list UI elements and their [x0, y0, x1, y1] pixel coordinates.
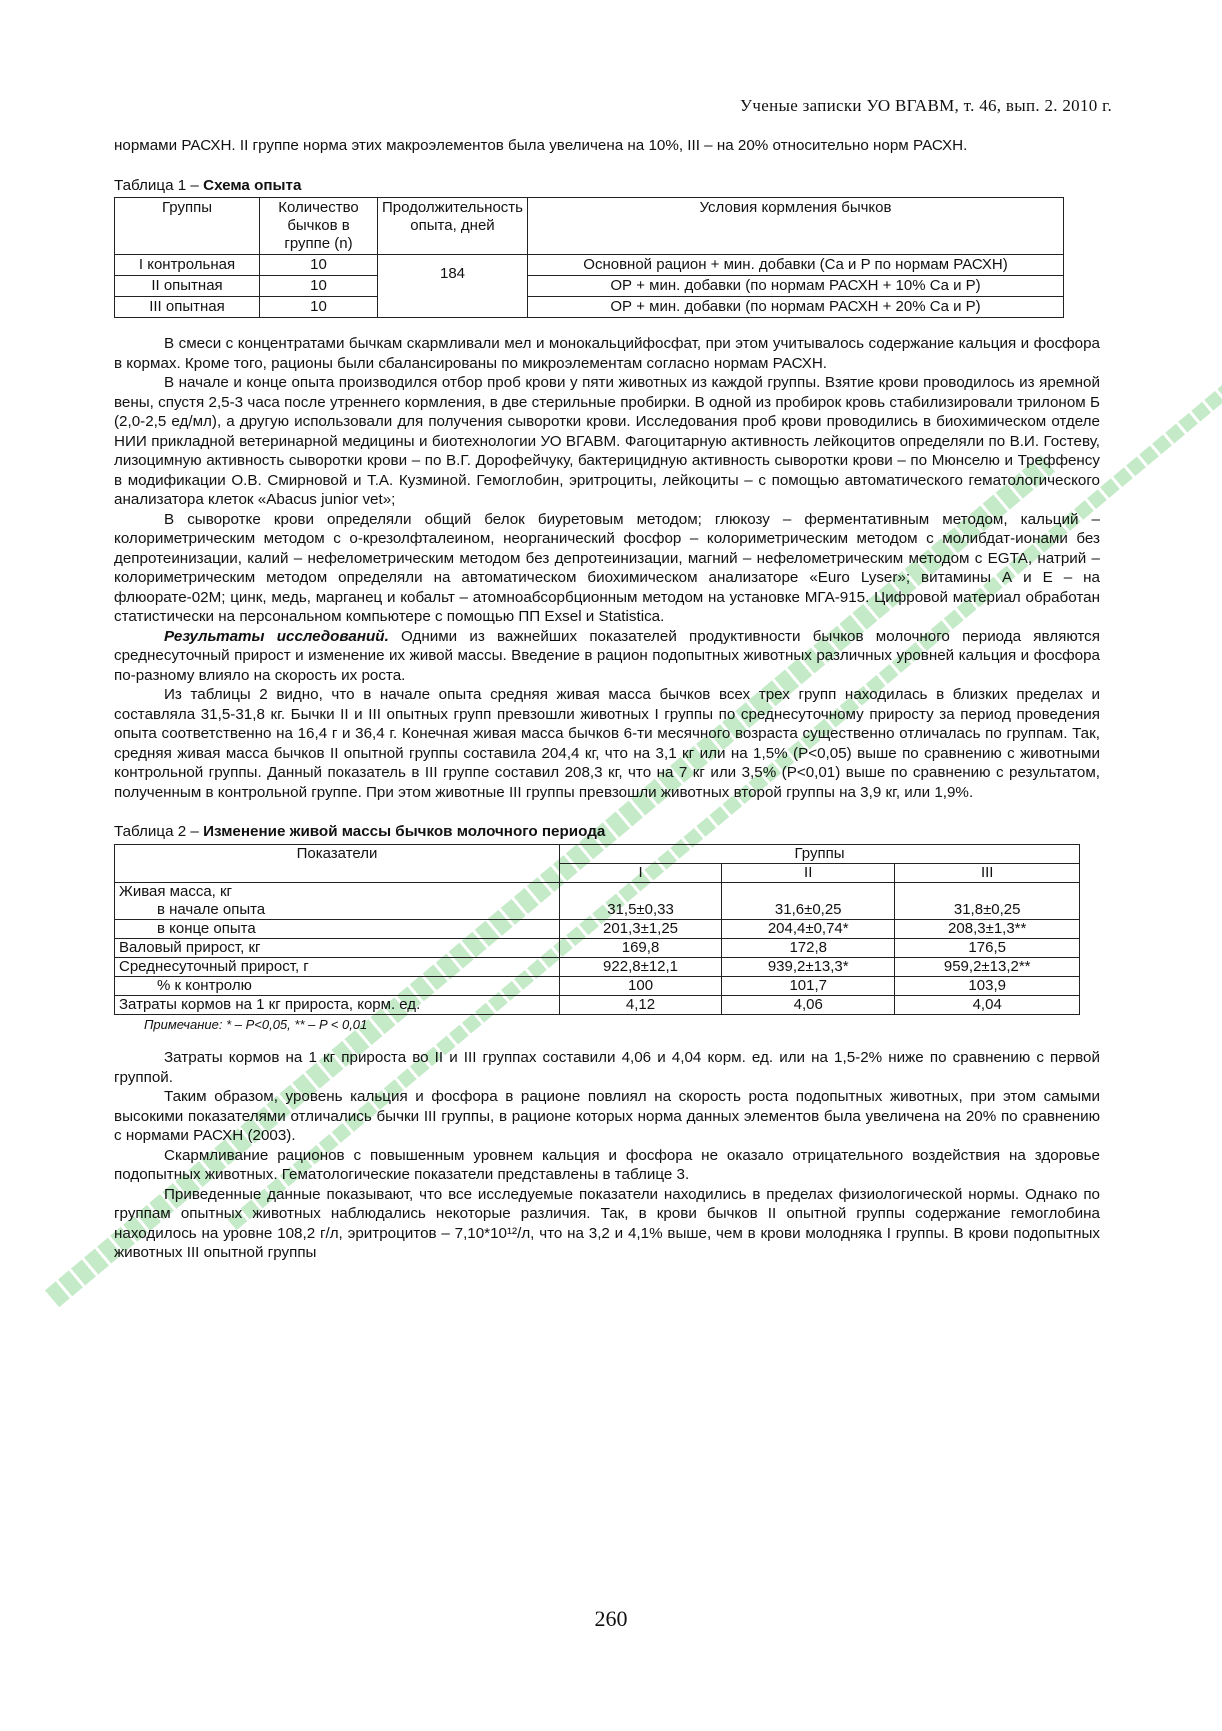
table2-note: Примечание: * – P<0,05, ** – P < 0,01	[144, 1016, 368, 1032]
value-cell: 172,8	[722, 938, 895, 957]
table2-live-weight	[114, 844, 1080, 1015]
row-label	[115, 919, 560, 938]
intro-paragraph: нормами РАСХН. II группе норма этих макроэлементов была увеличена на 10%, III – на 20% относительно норм РАСХН.	[114, 137, 968, 154]
table-row	[115, 297, 1064, 318]
running-header: Ученые записки УО ВГАВМ, т. 46, вып. 2. 2010 г.	[740, 96, 1112, 115]
table-row	[115, 976, 1080, 995]
table-row	[115, 882, 1080, 919]
table1-header-row	[115, 198, 1064, 255]
body-paragraph: Приведенные данные показывают, что все исследуемые показатели находились в пределах физиологической нормы. Однако по группам опытных животных наблюдались некоторые различия. Так, в крови бычков II опытной группы содержание гемоглобина находилось на уровне 108,2 г/л, эритроцитов – 7,10*10¹²/л, что на 3,2 и 4,1% выше, чем в крови молодняка I группы. В крови подопытных животных III опытной группы	[114, 1185, 1100, 1261]
value-cell: 939,2±13,3*	[722, 957, 895, 976]
count-cell: 10	[260, 276, 378, 297]
value-cell: 169,8	[560, 938, 722, 957]
group-label: I	[560, 863, 722, 882]
body-paragraph: В сыворотке крови определяли общий белок биуретовым методом; глюкозу – ферментативным методом, кальций – колориметрическим методом с о-крезолфталеином, неорганический фосфор – колориметрическим методом с молибдат-ионами без депротеинизации, калий – нефелометрическим методом без депротеинизации, магний – нефелометрическим методом с EGTA, натрий – колориметрическим методом определяли на автоматическом биохимическом анализаторе «Euro Lyser»; витамины А и Е – на флюорате-02М; цинк, медь, марганец и кобальт – атомноабсорбционным методом на установке МГА-915. Цифровой материал обработан статистически на персональном компьютере с помощью ПП Exsel и Statistica.	[114, 510, 1100, 625]
table-row	[115, 938, 1080, 957]
body-paragraph: В смеси с концентратами бычкам скармливали мел и монокальцийфосфат, при этом учитывалось содержание кальция и фосфора в кормах. Кроме того, рационы были сбалансированы по микроэлементам согласно нормам РАСХН.	[114, 335, 1100, 372]
value-cell: 208,3±1,3**	[895, 919, 1080, 938]
table1-caption-title: Схема опыта	[203, 176, 302, 194]
row-label	[115, 882, 560, 919]
body-paragraph: Затраты кормов на 1 кг прироста во II и III группах составили 4,06 и 4,04 корм. ед. или на 1,5-2% ниже по сравнению с первой группой.	[114, 1049, 1100, 1086]
duration-cell: 184	[378, 255, 528, 318]
main-content	[114, 136, 1100, 1263]
value-cell: 4,12	[560, 995, 722, 1014]
value-cell: 201,3±1,25	[560, 919, 722, 938]
table-row	[115, 957, 1080, 976]
value-cell: 31,8±0,25	[895, 882, 1080, 919]
table-row	[115, 276, 1064, 297]
group-cell: II опытная	[115, 276, 260, 297]
conditions-cell: ОР + мин. добавки (по нормам РАСХН + 10% Ca и P)	[528, 276, 1064, 297]
group-cell: III опытная	[115, 297, 260, 318]
group-label: II	[722, 863, 895, 882]
conditions-cell: ОР + мин. добавки (по нормам РАСХН + 20% Ca и P)	[528, 297, 1064, 318]
value-cell: 103,9	[895, 976, 1080, 995]
table2-caption-title: Изменение живой массы бычков молочного периода	[203, 823, 606, 840]
results-paragraph	[114, 627, 1100, 686]
table1-header: Условия кормления бычков	[528, 198, 1064, 255]
page-number: 260	[594, 1606, 628, 1631]
value-cell: 959,2±13,2**	[895, 957, 1080, 976]
body-paragraph: Из таблицы 2 видно, что в начале опыта средняя живая масса бычков всех трех групп находилась в близких пределах и составляла 31,5-31,8 кг. Бычки II и III опытных групп превзошли животных I группы по среднесуточному приросту за период проведения опыта соответственно на 16,4 г и 36,4 г. Конечная живая масса бычков 6-ти месячного возраста существенно отличалась по группам. Так, средняя живая масса бычков II опытной группы составила 204,4 кг, что на 3,1 кг или на 1,5% (P<0,05) выше по сравнению с животными контрольной группы. Данный показатель в III группе составил 208,3 кг, что на 7 кг или 3,5% (P<0,01) выше по сравнению с результатом, полученным в контрольной группе. При этом животные III группы превзошли животных второй группы на 3,9 кг, или 1,9%.	[114, 686, 1100, 801]
value-cell: 176,5	[895, 938, 1080, 957]
conditions-cell: Основной рацион + мин. добавки (Ca и P по нормам РАСХН)	[528, 255, 1064, 276]
row-sublabel: в конце опыта	[157, 919, 256, 937]
group-cell: I контрольная	[115, 255, 260, 276]
row-label: Затраты кормов на 1 кг прироста, корм. ед.	[115, 995, 560, 1014]
row-label: % к контролю	[115, 976, 560, 995]
table1-caption	[114, 176, 1100, 196]
value-cell: 101,7	[722, 976, 895, 995]
table1-header: Количество бычков в группе (n)	[260, 198, 378, 255]
value-cell: 100	[560, 976, 722, 995]
groups-header: Группы	[560, 844, 1080, 863]
value-cell: 922,8±12,1	[560, 957, 722, 976]
value-cell: 4,06	[722, 995, 895, 1014]
table-row	[115, 255, 1064, 276]
body-paragraph: Скармливание рационов с повышенным уровнем кальция и фосфора не оказало отрицательного воздействия на здоровье подопытных животных. Гематологические показатели представлены в таблице 3.	[114, 1146, 1100, 1183]
body-paragraph: Таким образом, уровень кальция и фосфора в рационе повлиял на скорость роста подопытных животных, при этом самыми высокими показателями отличались бычки III группы, в рационе которых норма данных элементов была увеличена на 20% по сравнению с нормами РАСХН (2003).	[114, 1088, 1100, 1144]
table1-experiment-scheme	[114, 197, 1064, 318]
table-row	[115, 919, 1080, 938]
row-sublabel: в начале опыта	[157, 900, 266, 918]
results-text: Одними из важнейших показателей продуктивности бычков молочного периода являются среднесуточный прирост и изменение их живой массы. Введение в рацион подопытных животных различных уровней кальция и фосфора по-разному влияло на скорость их роста.	[114, 627, 1101, 684]
table2-caption	[114, 822, 1100, 842]
table2-header-row	[115, 844, 1080, 863]
table1-caption-prefix: Таблица 1 –	[114, 176, 204, 194]
results-heading: Результаты исследований.	[164, 627, 389, 645]
row-label: Среднесуточный прирост, г	[115, 957, 560, 976]
table1-header: Группы	[115, 198, 260, 255]
table1-header: Продолжительность опыта, дней	[378, 198, 528, 255]
value-cell: 204,4±0,74*	[722, 919, 895, 938]
table-row	[115, 995, 1080, 1014]
value-cell: 31,5±0,33	[560, 882, 722, 919]
body-paragraph: В начале и конце опыта производился отбор проб крови у пяти животных из каждой группы. Взятие крови проводилось из яремной вены, спустя 2,5-3 часа после утреннего кормления, в две стерильные пробирки. В одной из пробирок кровь стабилизировали трилоном Б (2,0-2,5 ед/мл), а другую использовали для получения сыворотки крови. Исследования проб крови проводились в биохимическом отделе НИИ прикладной ветеринарной медицины и биотехнологии УО ВГАВМ. Фагоцитарную активность лейкоцитов определяли по В.И. Гостеву, лизоцимную активность сыворотки крови – по В.Г. Дорофейчуку, бактерицидную активность сыворотки крови – по Мюнселю и Треффенсу в модификации О.В. Смирновой и Т.А. Кузминой. Гемоглобин, эритроциты, лейкоциты – с помощью автоматического гематологического анализатора клеток «Abacus junior vet»;	[114, 374, 1100, 508]
live-weight-label: Живая масса, кг	[119, 882, 233, 900]
row-label: Валовый прирост, кг	[115, 938, 560, 957]
count-cell: 10	[260, 297, 378, 318]
indicator-header: Показатели	[115, 844, 560, 882]
group-label: III	[895, 863, 1080, 882]
value-cell: 4,04	[895, 995, 1080, 1014]
table2-caption-prefix: Таблица 2 –	[114, 823, 204, 840]
count-cell: 10	[260, 255, 378, 276]
value-cell: 31,6±0,25	[722, 882, 895, 919]
